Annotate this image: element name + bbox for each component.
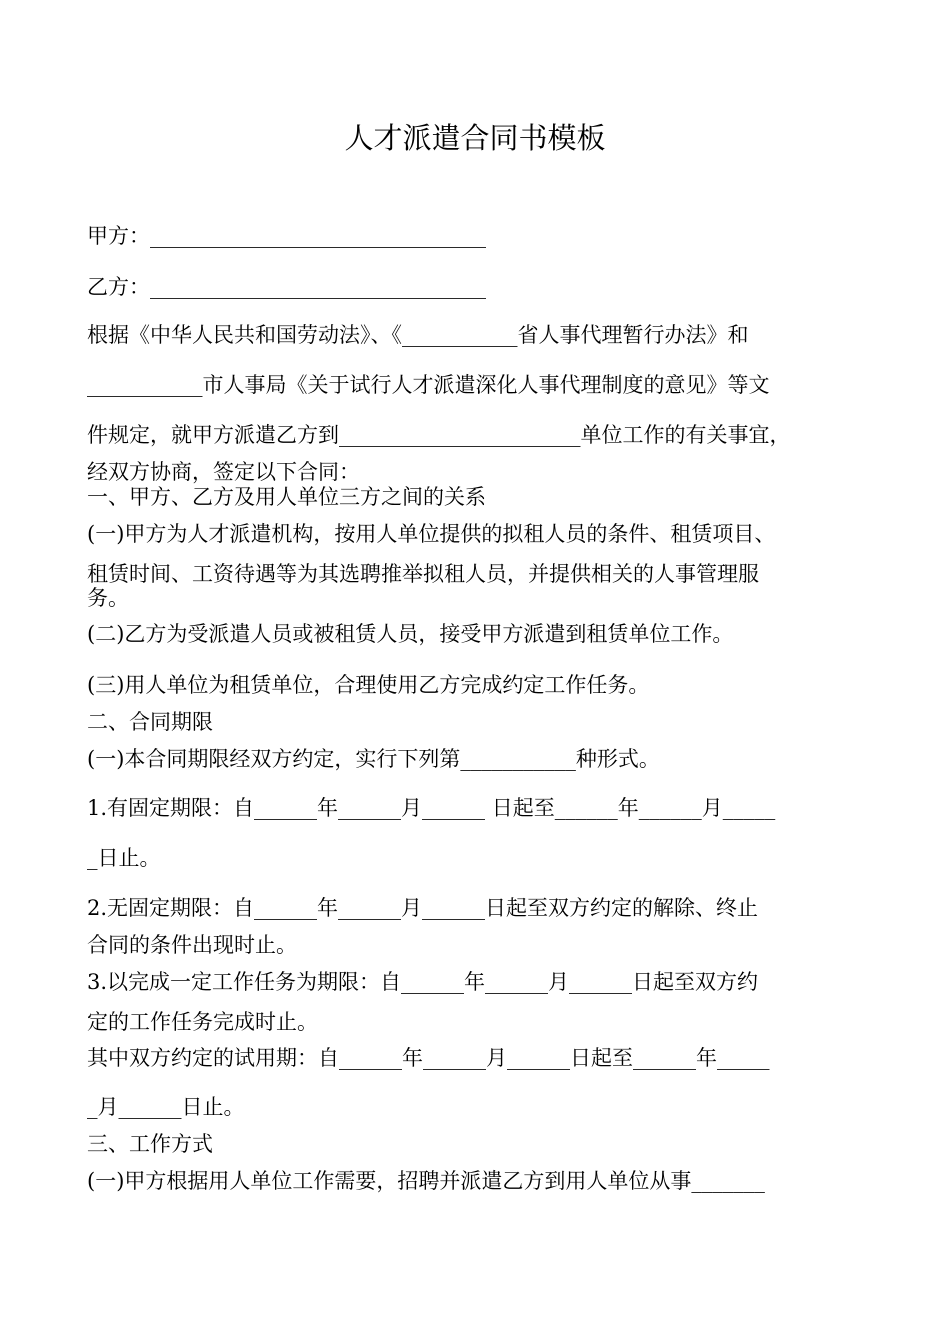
preamble-line-4: 经双方协商，签定以下合同：	[87, 460, 360, 484]
term-task-line-1: 3.以完成一定工作任务为期限：自______年______月______日起至双方约	[87, 970, 759, 994]
clause-1-3: (三)用人单位为租赁单位，合理使用乙方完成约定工作任务。	[87, 673, 650, 697]
section-heading-2: 二、合同期限	[87, 710, 213, 734]
clause-2-1: (一)本合同期限经双方约定，实行下列第___________种形式。	[87, 747, 660, 771]
term-open-line-2: 合同的条件出现时止。	[87, 933, 297, 957]
term-fixed-line-1: 1.有固定期限：自______年______月______ 日起至______年______月_____	[87, 796, 776, 820]
section-heading-3: 三、工作方式	[87, 1132, 213, 1156]
term-open-line-1: 2.无固定期限：自______年______月______日起至双方约定的解除、终止	[87, 896, 759, 920]
probation-line-1: 其中双方约定的试用期：自______年______月______日起至______年_____	[87, 1046, 770, 1070]
term-fixed-line-2: _日止。	[87, 846, 161, 870]
preamble-line-3: 件规定，就甲方派遣乙方到_______________________单位工作的有关事宜，	[87, 423, 791, 447]
preamble-line-2: ___________市人事局《关于试行人才派遣深化人事代理制度的意见》等文	[87, 373, 770, 397]
party-b-line: 乙方：________________________________	[87, 275, 486, 299]
document-title: 人才派遣合同书模板	[344, 121, 606, 155]
clause-1-1-line-1: (一)甲方为人才派遣机构，按用人单位提供的拟租人员的条件、租赁项目、	[87, 522, 776, 546]
clause-3-1: (一)甲方根据用人单位工作需要，招聘并派遣乙方到用人单位从事_______	[87, 1169, 765, 1193]
probation-line-2: _月______日止。	[87, 1095, 245, 1119]
preamble-line-1: 根据《中华人民共和国劳动法》、《___________省人事代理暂行办法》和	[87, 323, 749, 347]
clause-1-1-line-3: 务。	[87, 586, 129, 610]
clause-1-1-line-2: 租赁时间、工资待遇等为其选聘推举拟租人员，并提供相关的人事管理服	[87, 562, 759, 586]
clause-1-2: (二)乙方为受派遣人员或被租赁人员，接受甲方派遣到租赁单位工作。	[87, 622, 734, 646]
section-heading-1: 一、甲方、乙方及用人单位三方之间的关系	[87, 485, 486, 509]
term-task-line-2: 定的工作任务完成时止。	[87, 1010, 318, 1034]
party-a-line: 甲方：________________________________	[87, 224, 486, 248]
